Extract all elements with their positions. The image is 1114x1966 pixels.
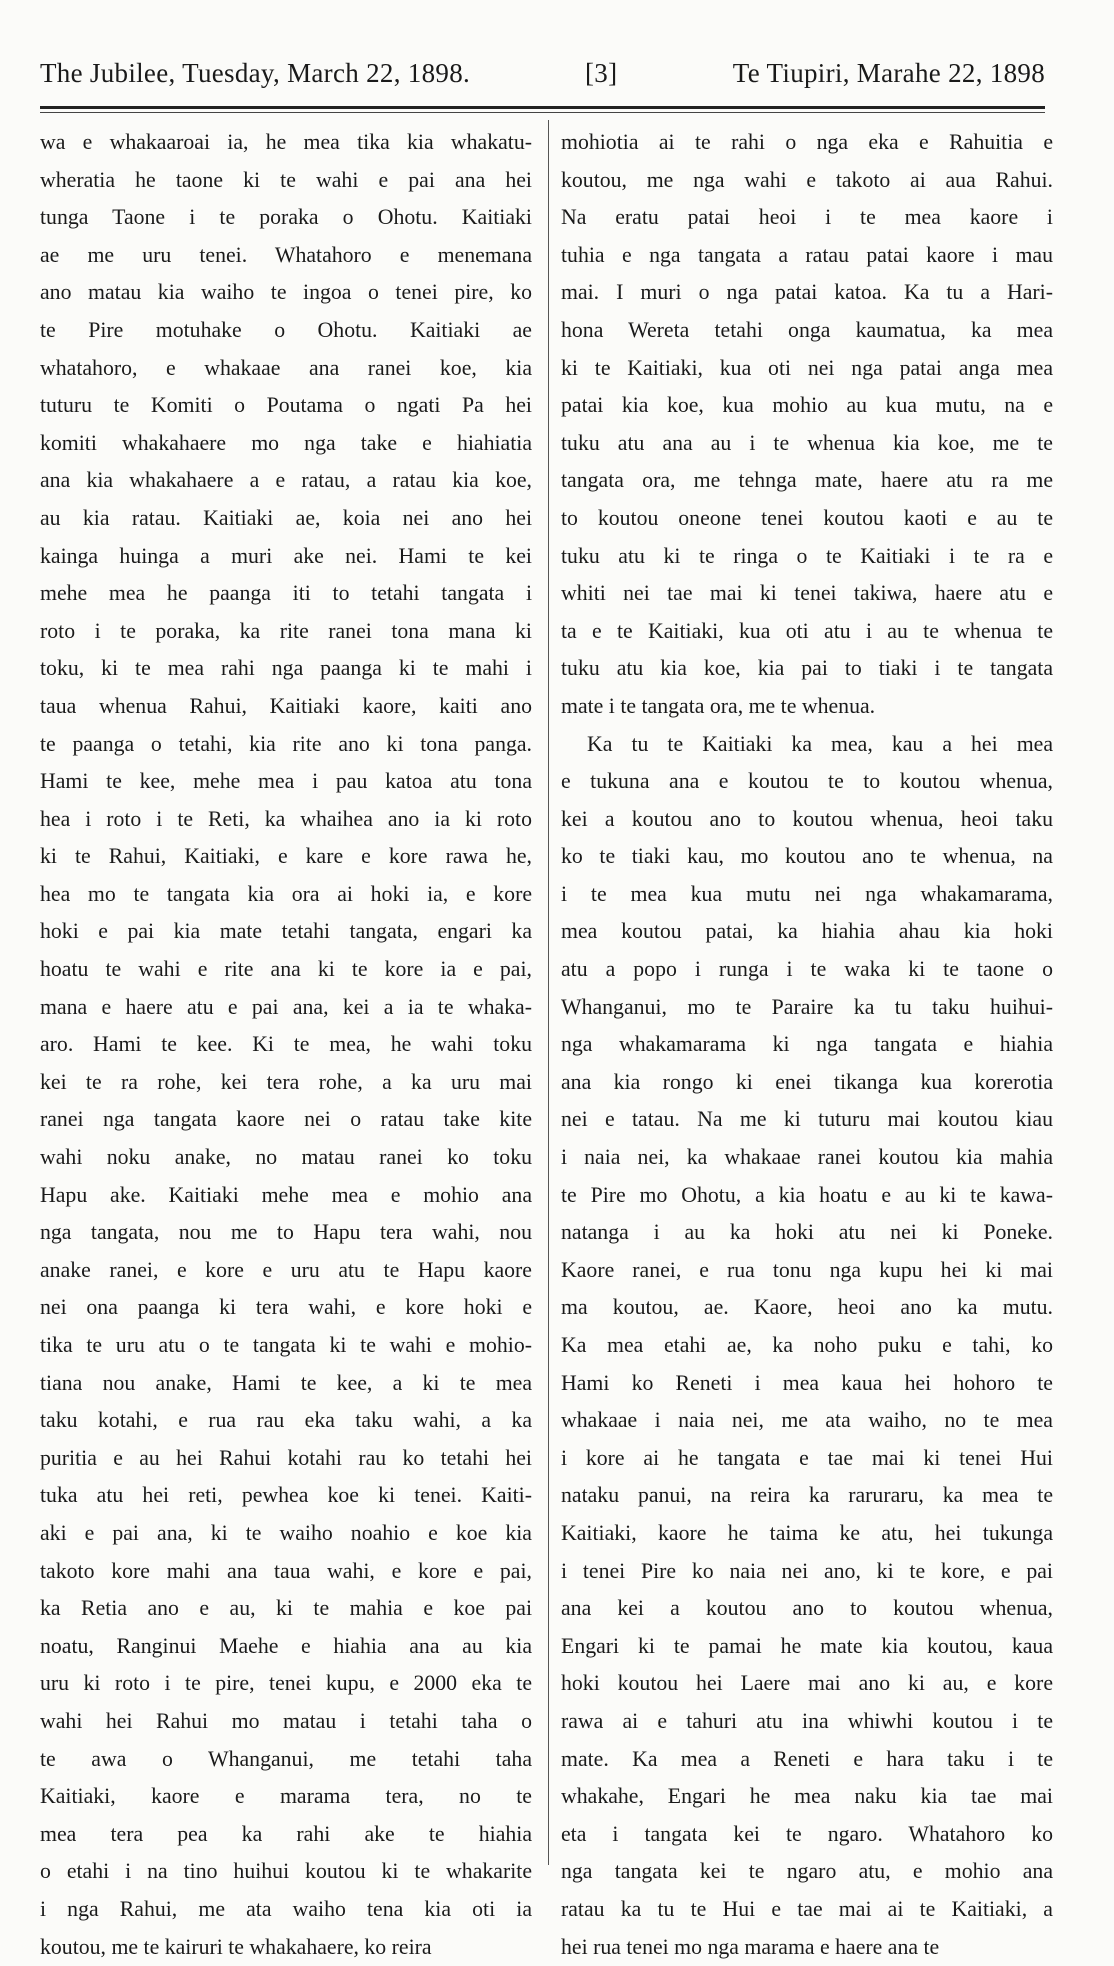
right-column-paragraph-2 [561,726,1053,1966]
page-number: [3] [585,58,617,89]
text-line: komiti whakahaere mo nga take e hiahiatia [40,425,532,463]
text-line: ana kei a koutou ano to koutou whenua, [561,1590,1053,1628]
text-line: toku, ki te mea rahi nga paanga ki te mahi i [40,650,532,688]
text-line: atu a popo i runga i te waka ki te taone o [561,951,1053,989]
text-line: Kaitiaki, kaore he taima ke atu, hei tukunga [561,1515,1053,1553]
text-line: i te mea kua mutu nei nga whakamarama, [561,876,1053,914]
text-line: i naia nei, ka whakaae ranei koutou kia mahia [561,1139,1053,1177]
text-line: whatahoro, e whakaae ana ranei koe, kia [40,350,532,388]
text-line: tiana nou anake, Hami te kee, a ki te mea [40,1365,532,1403]
text-line: wahi noku anake, no matau ranei ko toku [40,1139,532,1177]
text-line: e tukuna ana e koutou te to koutou whenua, [561,763,1053,801]
text-line: Na eratu patai heoi i te mea kaore i [561,199,1053,237]
text-line: Ka mea etahi ae, ka noho puku e tahi, ko [561,1327,1053,1365]
text-line: hoatu te wahi e rite ana ki te kore ia e pai, [40,951,532,989]
text-line: au kia ratau. Kaitiaki ae, koia nei ano hei [40,500,532,538]
text-line: to koutou oneone tenei koutou kaoti e au te [561,500,1053,538]
text-line: anake ranei, e kore e uru atu te Hapu kaore [40,1252,532,1290]
text-line: koutou, me te kairuri te whakahaere, ko reira [40,1929,532,1966]
text-line: i nga Rahui, me ata waiho tena kia oti ia [40,1891,532,1929]
text-line: tuku atu kia koe, kia pai to tiaki i te tangata [561,650,1053,688]
text-line: nataku panui, na reira ka raruraru, ka mea te [561,1477,1053,1515]
text-line: tuku atu ki te ringa o te Kaitiaki i te ra e [561,538,1053,576]
text-line: eta i tangata kei te ngaro. Whatahoro ko [561,1816,1053,1854]
text-line: tuturu te Komiti o Poutama o ngati Pa hei [40,387,532,425]
text-line: kei a koutou ano to koutou whenua, heoi taku [561,801,1053,839]
text-line: Hami te kee, mehe mea i pau katoa atu tona [40,763,532,801]
text-line: wahi hei Rahui mo matau i tetahi taha o [40,1703,532,1741]
text-line: ta e te Kaitiaki, kua oti atu i au te whenua te [561,613,1053,651]
text-line: tika te uru atu o te tangata ki te wahi e mohio- [40,1327,532,1365]
text-line: wheratia he taone ki te wahi e pai ana hei [40,162,532,200]
text-line: ae me uru tenei. Whatahoro e menemana [40,237,532,275]
text-line: ki te Kaitiaki, kua oti nei nga patai anga mea [561,350,1053,388]
text-line: ratau ka tu te Hui e tae mai ai te Kaitiaki, a [561,1891,1053,1929]
text-line: whakaae i naia nei, me ata waiho, no te mea [561,1402,1053,1440]
text-line: hei rua tenei mo nga marama e haere ana te [561,1929,1053,1966]
text-line: patai kia koe, kua mohio au kua mutu, na e [561,387,1053,425]
text-line: ki te Rahui, Kaitiaki, e kare e kore rawa he, [40,838,532,876]
text-line: te awa o Whanganui, me tetahi taha [40,1741,532,1779]
text-line: uru ki roto i te pire, tenei kupu, e 2000 eka te [40,1665,532,1703]
text-line: nga tangata kei te ngaro atu, e mohio ana [561,1853,1053,1891]
text-line: nga whakamarama ki nga tangata e hiahia [561,1026,1053,1064]
text-line: mehe mea he paanga iti to tetahi tangata i [40,575,532,613]
text-line: Ka tu te Kaitiaki ka mea, kau a hei mea [561,726,1053,764]
english-masthead-date: The Jubilee, Tuesday, March 22, 1898. [40,58,470,89]
text-line: wa e whakaaroai ia, he mea tika kia whakatu- [40,124,532,162]
text-line: puritia e au hei Rahui kotahi rau ko tetahi hei [40,1440,532,1478]
text-line: noatu, Ranginui Maehe e hiahia ana au kia [40,1628,532,1666]
text-line: aki e pai ana, ki te waiho noahio e koe kia [40,1515,532,1553]
text-line: ko te tiaki kau, mo koutou ano te whenua, na [561,838,1053,876]
text-line: mea tera pea ka rahi ake te hiahia [40,1816,532,1854]
text-line: Engari ki te pamai he mate kia koutou, kaua [561,1628,1053,1666]
text-line: taua whenua Rahui, Kaitiaki kaore, kaiti ano [40,688,532,726]
text-line: nei ona paanga ki tera wahi, e kore hoki e [40,1289,532,1327]
text-line: ranei nga tangata kaore nei o ratau take kite [40,1101,532,1139]
left-column-paragraph [40,124,532,1966]
text-line: natanga i au ka hoki atu nei ki Poneke. [561,1214,1053,1252]
header-rule-thin [40,112,1045,113]
text-line: Kaitiaki, kaore e marama tera, no te [40,1778,532,1816]
text-line: kainga huinga a muri ake nei. Hami te kei [40,538,532,576]
text-line: nga tangata, nou me to Hapu tera wahi, nou [40,1214,532,1252]
text-line: ana kia rongo ki enei tikanga kua korerotia [561,1064,1053,1102]
text-line: aro. Hami te kee. Ki te mea, he wahi toku [40,1026,532,1064]
text-line: kei te ra rohe, kei tera rohe, a ka uru mai [40,1064,532,1102]
text-line: rawa ai e tahuri atu ina whiwhi koutou i te [561,1703,1053,1741]
text-line: hea i roto i te Reti, ka whaihea ano ia ki roto [40,801,532,839]
text-line: hoki e pai kia mate tetahi tangata, engari ka [40,913,532,951]
left-column [40,124,532,1966]
text-line: Kaore ranei, e rua tonu nga kupu hei ki mai [561,1252,1053,1290]
text-line: whiti nei tae mai ki tenei takiwa, haere atu e [561,575,1053,613]
text-line: hea mo te tangata kia ora ai hoki ia, e kore [40,876,532,914]
column-divider [548,120,549,1865]
text-line: Hapu ake. Kaitiaki mehe mea e mohio ana [40,1177,532,1215]
text-line: taku kotahi, e rua rau eka taku wahi, a ka [40,1402,532,1440]
text-line: te paanga o tetahi, kia rite ano ki tona panga. [40,726,532,764]
text-line: mana e haere atu e pai ana, kei a ia te whaka- [40,989,532,1027]
text-line: Hami ko Reneti i mea kaua hei hohoro te [561,1365,1053,1403]
text-line: te Pire mo Ohotu, a kia hoatu e au ki te kawa- [561,1177,1053,1215]
text-line: ma koutou, ae. Kaore, heoi ano ka mutu. [561,1289,1053,1327]
text-line: te Pire motuhake o Ohotu. Kaitiaki ae [40,312,532,350]
text-line: ka Retia ano e au, ki te mahia e koe pai [40,1590,532,1628]
text-line: mohiotia ai te rahi o nga eka e Rahuitia e [561,124,1053,162]
text-line: i tenei Pire ko naia nei ano, ki te kore, e pai [561,1553,1053,1591]
text-line: tangata ora, me tehnga mate, haere atu ra me [561,462,1053,500]
text-line: ano matau kia waiho te ingoa o tenei pire, ko [40,274,532,312]
text-line: tuka atu hei reti, pewhea koe ki tenei. Kaiti- [40,1477,532,1515]
text-line: mea koutou patai, ka hiahia ahau kia hoki [561,913,1053,951]
text-line: koutou, me nga wahi e takoto ai aua Rahui. [561,162,1053,200]
text-line: tunga Taone i te poraka o Ohotu. Kaitiaki [40,199,532,237]
text-line: Whanganui, mo te Paraire ka tu taku huihui- [561,989,1053,1027]
text-line: hona Wereta tetahi onga kaumatua, ka mea [561,312,1053,350]
text-line: o etahi i na tino huihui koutou ki te whakarite [40,1853,532,1891]
text-line: mate. Ka mea a Reneti e hara taku i te [561,1741,1053,1779]
text-line: ana kia whakahaere a e ratau, a ratau kia koe, [40,462,532,500]
text-line: takoto kore mahi ana taua wahi, e kore e pai, [40,1553,532,1591]
text-line: mai. I muri o nga patai katoa. Ka tu a Hari- [561,274,1053,312]
maori-masthead-date: Te Tiupiri, Marahe 22, 1898 [733,58,1045,89]
text-line: tuku atu ana au i te whenua kia koe, me te [561,425,1053,463]
text-line: hoki koutou hei Laere mai ano ki au, e kore [561,1665,1053,1703]
header-rule-thick [40,106,1045,109]
text-line: mate i te tangata ora, me te whenua. [561,688,1053,726]
right-column [561,124,1053,1966]
text-line: whakahe, Engari he mea naku kia tae mai [561,1778,1053,1816]
text-line: nei e tatau. Na me ki tuturu mai koutou kiau [561,1101,1053,1139]
right-column-paragraph-1 [561,124,1053,726]
page-header [40,58,1045,98]
text-line: roto i te poraka, ka rite ranei tona mana ki [40,613,532,651]
text-line: i kore ai he tangata e tae mai ki tenei Hui [561,1440,1053,1478]
text-line: tuhia e nga tangata a ratau patai kaore i mau [561,237,1053,275]
